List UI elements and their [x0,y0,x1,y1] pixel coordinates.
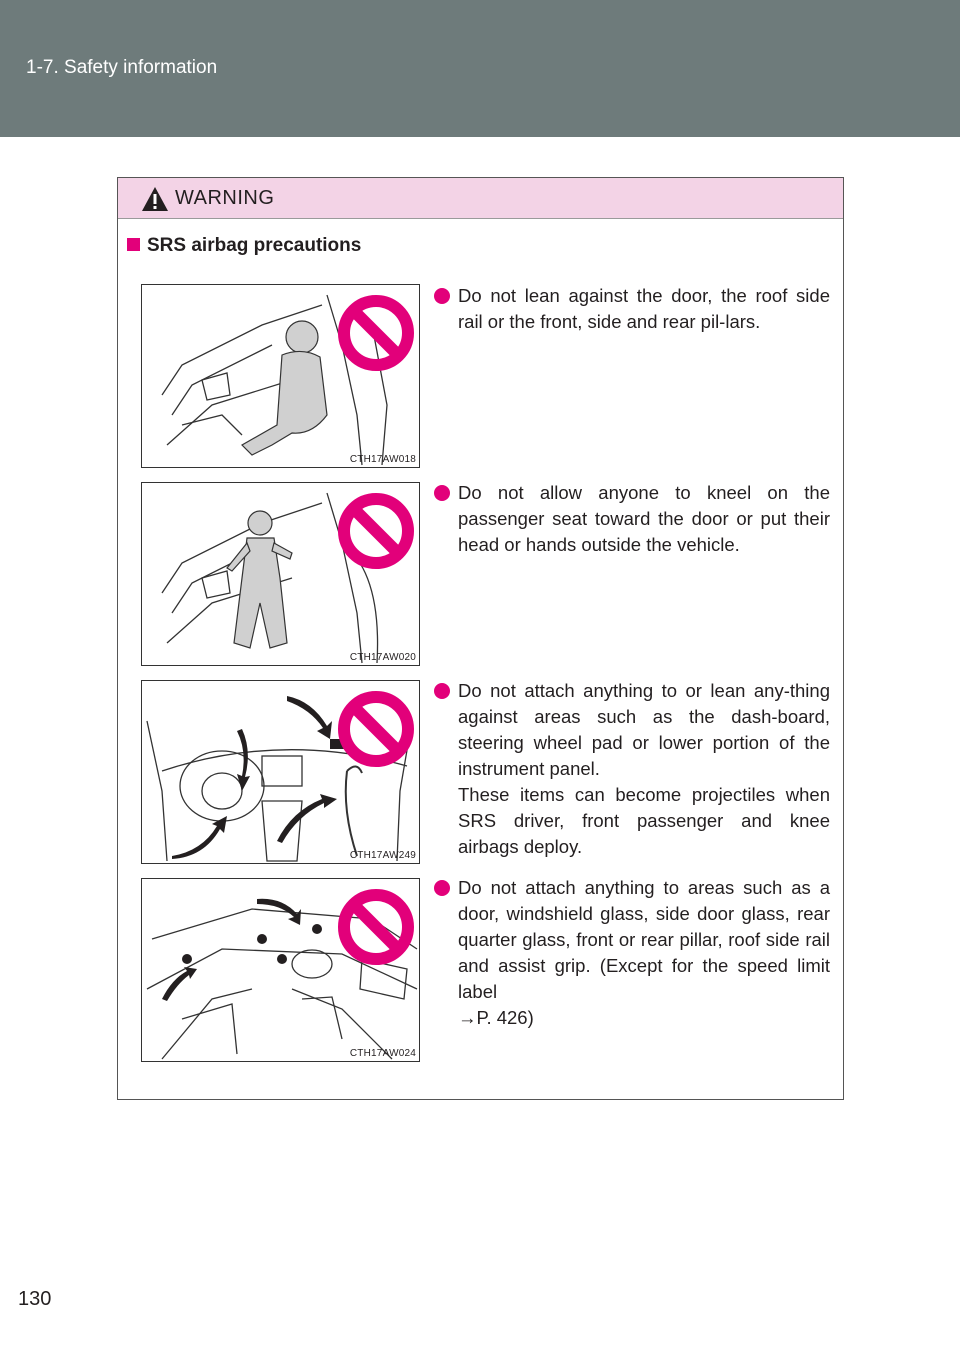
warning-title: WARNING [175,187,275,209]
prohibition-icon [336,293,416,373]
subheading-text: SRS airbag precautions [147,235,362,256]
warning-box [117,177,844,1100]
figure-code: CTH17AW020 [349,652,416,663]
prohibition-icon [336,491,416,571]
warning-item [434,875,830,1031]
bullet-icon [434,288,450,304]
page-reference[interactable]: →P. 426) [458,1007,534,1028]
figure-code: CTH17AW249 [349,850,416,861]
warning-item [434,480,830,558]
prohibition-icon [336,689,416,769]
figure-interior [141,878,420,1062]
figure-lean-door [141,284,420,468]
prohibition-icon [336,887,416,967]
warning-item-text: Do not allow anyone to kneel on the passenger seat toward the door or put their head or hands outside the vehicle. [458,482,830,555]
warning-item-note: These items can become projectiles when SRS driver, front passenger and knee airbags deploy. [458,784,830,857]
warning-item-text: Do not attach anything to or lean any-thing against areas such as the dash-board, steering wheel pad or lower portion of the instrument panel. [458,680,830,779]
warning-triangle-icon [141,186,169,212]
square-bullet-icon [127,238,140,251]
warning-item [434,678,830,860]
figure-code: CTH17AW018 [349,454,416,465]
warning-item-text: Do not lean against the door, the roof side rail or the front, side and rear pil-lars. [458,285,830,332]
warning-item [434,283,830,335]
warning-header [118,178,843,219]
figure-code: CTH17AW024 [349,1048,416,1059]
bullet-icon [434,683,450,699]
bullet-icon [434,880,450,896]
bullet-icon [434,485,450,501]
warning-item-text: Do not attach anything to areas such as a door, windshield glass, side door glass, rear quarter glass, front or rear pillar, roof side rail and assist grip. (Except for the speed limit label [458,877,830,1002]
page-header [0,0,960,137]
subheading [127,235,361,257]
figure-kneel-seat [141,482,420,666]
figure-dashboard [141,680,420,864]
page-number: 130 [18,1288,52,1310]
section-title: 1-7. Safety information [26,57,218,78]
